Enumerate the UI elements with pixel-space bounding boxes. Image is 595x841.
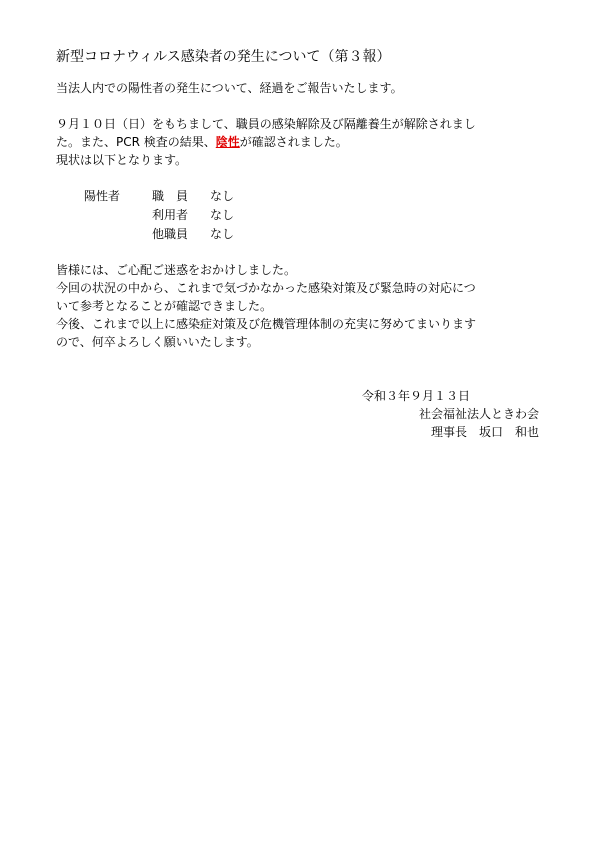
document-title: 新型コロナウィルス感染者の発生について（第３報） — [56, 49, 391, 65]
status-value-users: なし — [210, 208, 235, 222]
para1-line2-after: が確認されました。 — [239, 135, 348, 149]
para1-line3: 現状は以下となります。 — [56, 153, 188, 167]
para2-line1: 皆様には、ご心配ご迷惑をおかけしました。 — [56, 263, 297, 277]
status-label-users: 利用者 — [152, 208, 189, 222]
para2-line5: ので、何卒よろしく願いいたします。 — [56, 335, 259, 349]
status-label-staff: 職 員 — [152, 189, 189, 203]
signature-name: 理事長 坂口 和也 — [430, 425, 539, 439]
para2-line4: 今後、これまで以上に感染症対策及び危機管理体制の充実に努めてまいります — [56, 317, 477, 331]
signature-organization: 社会福祉法人ときわ会 — [418, 407, 539, 421]
signature-date: 令和３年９月１３日 — [362, 389, 471, 403]
para1-line1: ９月１０日（日）をもちまして、職員の感染解除及び隔離養生が解除されまし — [56, 117, 476, 131]
status-value-other-staff: なし — [210, 227, 235, 241]
para2-line2: 今回の状況の中から、これまで気づかなかった感染対策及び緊急時の対応につ — [56, 281, 476, 295]
intro-text: 当法人内での陽性者の発生について、経過をご報告いたします。 — [56, 81, 403, 95]
para1-line2-before: た。また、PCR 検査の結果、 — [56, 135, 216, 149]
status-value-staff: なし — [210, 189, 235, 203]
status-label-other-staff: 他職員 — [152, 227, 189, 241]
para1-line2 — [56, 134, 348, 150]
para2-line3: いて参考となることが確認できました。 — [56, 299, 273, 313]
status-heading: 陽性者 — [84, 189, 121, 203]
negative-result-emphasis: 陰性 — [215, 135, 240, 149]
